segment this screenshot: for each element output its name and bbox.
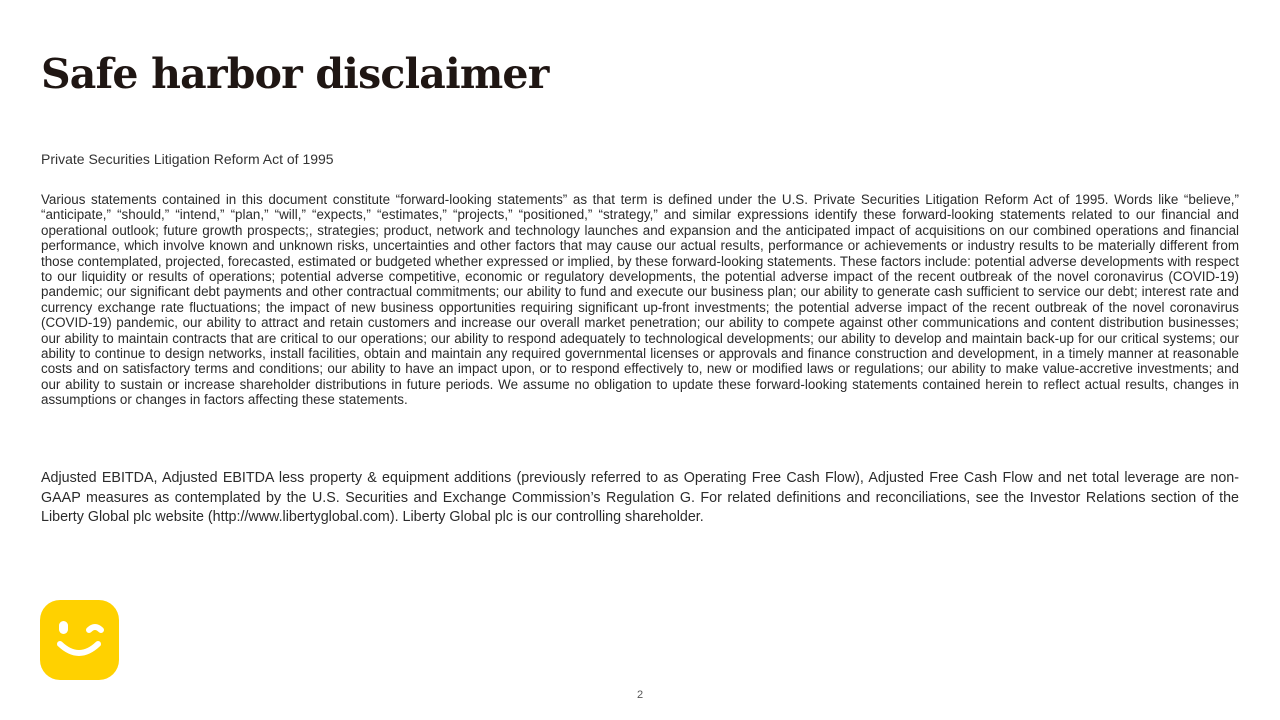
safe-harbor-paragraph: Various statements contained in this document constitute “forward-looking statements” as that term is defined under the U.S. Private Securities Litigation Reform Act of 1995. Words like “believe,” “anticipate,” “should,” “intend,” “plan,” “will,” “expects,” “estimates,” “projects,” “positioned,” “strategy,” and similar expressions identify these forward-looking statements related to our financial and operational outlook; future growth prospects;, strategies; product, network and technology launches and expansion and the anticipated impact of acquisitions on our combined operations and financial performance, which involve known and unknown risks, uncertainties and other factors that may cause our actual results, performance or achievements or industry results to be materially different from those contemplated, projected, forecasted, estimated or budgeted whether expressed or implied, by these forward-looking statements. These factors include: potential adverse developments with respect to our liquidity or results of operations; potential adverse competitive, economic or regulatory developments, the potential adverse impact of the recent outbreak of the novel coronavirus (COVID-19) pandemic; our significant debt payments and other contractual commitments; our ability to fund and execute our business plan; our ability to generate cash sufficient to service our debt; interest rate and currency exchange rate fluctuations; the impact of new business opportunities requiring significant up-front investments; the potential adverse impact of the recent outbreak of the novel coronavirus (COVID-19) pandemic, our ability to attract and retain customers and increase our overall market penetration; our ability to compete against other communications and content distribution businesses; our ability to maintain contracts that are critical to our operations; our ability to respond adequately to technological developments; our ability to develop and maintain back-up for our critical systems; our ability to continue to design networks, install facilities, obtain and maintain any required governmental licenses or approvals and finance construction and development, in a timely manner at reasonable costs and on satisfactory terms and conditions; our ability to have an impact upon, or to respond effectively to, new or modified laws or regulations; our ability to make value-accretive investments; and our ability to sustain or increase shareholder distributions in future periods. We assume no obligation to update these forward-looking statements contained herein to reflect actual results, changes in assumptions or changes in factors affecting these statements.: [41, 192, 1239, 408]
winking-smiley-logo-icon: [40, 600, 119, 680]
slide-subtitle: Private Securities Litigation Reform Act of 1995: [41, 151, 334, 167]
non-gaap-paragraph: Adjusted EBITDA, Adjusted EBITDA less property & equipment additions (previously referred to as Operating Free Cash Flow), Adjusted Free Cash Flow and net total leverage are non-GAAP measures as contemplated by the U.S. Securities and Exchange Commission’s Regulation G. For related definitions and reconciliations, see the Investor Relations section of the Liberty Global plc website (http://www.libertyglobal.com). Liberty Global plc is our controlling shareholder.: [41, 470, 1239, 525]
slide-title: Safe harbor disclaimer: [41, 50, 549, 98]
page-number: 2: [636, 689, 644, 701]
